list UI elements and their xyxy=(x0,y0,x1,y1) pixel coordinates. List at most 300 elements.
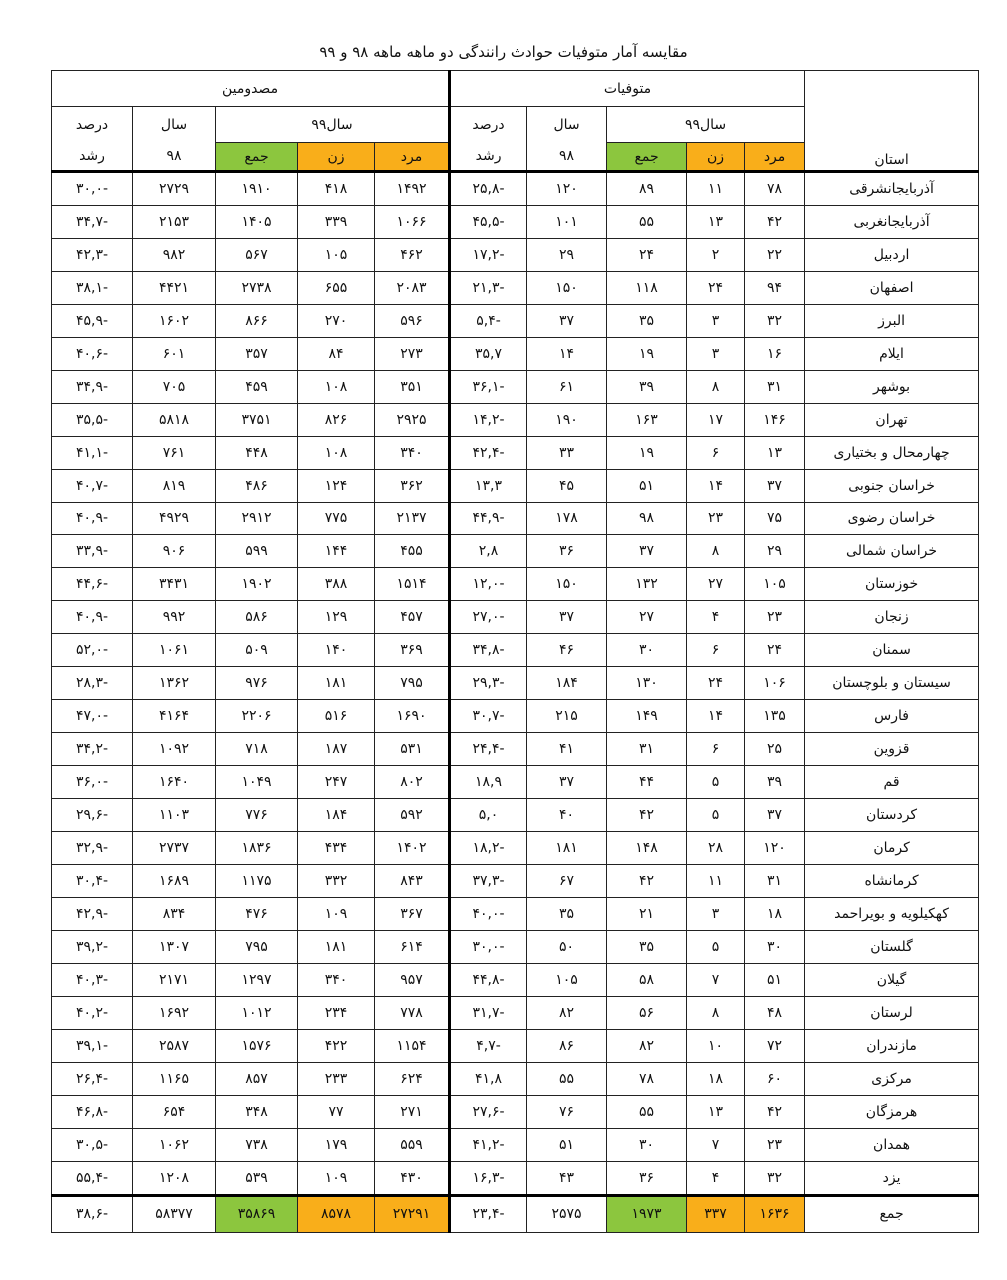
injured-sum-cell: ۱۱۷۵ xyxy=(216,864,298,897)
deaths-growth-cell: -۴,۷ xyxy=(450,1029,527,1062)
injured-98-cell: ۱۰۹۲ xyxy=(133,733,216,766)
injured-growth-cell: -۳۳,۹ xyxy=(52,535,133,568)
table-row xyxy=(52,799,979,832)
injured-sum-cell: ۴۵۹ xyxy=(216,370,298,403)
injured-98-cell: ۱۶۰۲ xyxy=(133,304,216,337)
deaths-female-cell: ۳ xyxy=(687,304,745,337)
injured-growth-cell: -۴۰,۳ xyxy=(52,963,133,996)
injured-male-cell: ۷۷۸ xyxy=(375,996,450,1029)
province-cell: کرمانشاه xyxy=(805,864,979,897)
province-cell: هرمزگان xyxy=(805,1095,979,1128)
injured-98-cell: ۸۳۴ xyxy=(133,897,216,930)
injured-growth-cell: -۴۷,۰ xyxy=(52,700,133,733)
deaths-sum-cell: ۱۴۸ xyxy=(607,832,687,865)
injured-male-cell: ۳۶۹ xyxy=(375,634,450,667)
injured-98-cell: ۱۱۶۵ xyxy=(133,1062,216,1095)
table-row xyxy=(52,171,979,205)
deaths-female-cell: ۴ xyxy=(687,1161,745,1195)
deaths-sum-cell: ۴۲ xyxy=(607,864,687,897)
province-cell: آذربایجانشرقی xyxy=(805,171,979,205)
deaths-growth-cell: -۴۱,۲ xyxy=(450,1128,527,1161)
deaths-female-cell: ۱۷ xyxy=(687,403,745,436)
injured-98-cell: ۹۰۶ xyxy=(133,535,216,568)
injured-growth-cell: -۲۸,۳ xyxy=(52,667,133,700)
injured-sum-cell: ۳۴۸ xyxy=(216,1095,298,1128)
injured-98-cell: ۱۶۴۰ xyxy=(133,766,216,799)
deaths-male-cell: ۴۲ xyxy=(745,205,805,238)
deaths-sum-cell: ۳۷ xyxy=(607,535,687,568)
injured-female-cell: ۱۸۱ xyxy=(298,930,375,963)
deaths-sum-cell: ۷۸ xyxy=(607,1062,687,1095)
province-cell: خراسان شمالی xyxy=(805,535,979,568)
table-row xyxy=(52,337,979,370)
deaths-98-cell: ۵۰ xyxy=(527,930,607,963)
deaths-female-cell: ۲۳ xyxy=(687,502,745,535)
injured-female-cell: ۱۰۹ xyxy=(298,1161,375,1195)
injured-female-cell: ۴۱۸ xyxy=(298,171,375,205)
deaths-growth-cell: -۱۶,۳ xyxy=(450,1161,527,1195)
deaths-female-cell: ۵ xyxy=(687,930,745,963)
deaths-female-cell: ۸ xyxy=(687,535,745,568)
injured-98-cell: ۷۰۵ xyxy=(133,370,216,403)
injured-male-cell: ۹۵۷ xyxy=(375,963,450,996)
injured-female-cell: ۱۰۹ xyxy=(298,897,375,930)
injured-male-cell: ۱۰۶۶ xyxy=(375,205,450,238)
table-row xyxy=(52,304,979,337)
deaths-female-cell: ۱۱ xyxy=(687,171,745,205)
injured-sum-cell: ۴۴۸ xyxy=(216,436,298,469)
deaths-growth-cell: -۳۰,۷ xyxy=(450,700,527,733)
injured-male-cell: ۱۱۵۴ xyxy=(375,1029,450,1062)
injured-98-cell: ۲۵۸۷ xyxy=(133,1029,216,1062)
injured-header: مصدومین xyxy=(52,71,450,107)
deaths-male-cell: ۳۲ xyxy=(745,304,805,337)
injured-growth-cell: -۳۶,۰ xyxy=(52,766,133,799)
injured-male-cell: ۲۹۲۵ xyxy=(375,403,450,436)
injured-growth-cell: -۲۹,۶ xyxy=(52,799,133,832)
deaths-sum-cell: ۳۹ xyxy=(607,370,687,403)
injured-growth-header: رشد xyxy=(52,143,133,172)
deaths-98-cell: ۱۵۰ xyxy=(527,271,607,304)
injured-growth-cell: -۴۰,۷ xyxy=(52,469,133,502)
province-cell: کهکیلویه و بویراحمد xyxy=(805,897,979,930)
deaths-98-cell: ۸۲ xyxy=(527,996,607,1029)
injured-sum-cell: ۲۲۰۶ xyxy=(216,700,298,733)
injured-female-cell: ۴۲۲ xyxy=(298,1029,375,1062)
injured-male-cell: ۶۲۴ xyxy=(375,1062,450,1095)
deaths-female-cell: ۲ xyxy=(687,238,745,271)
deaths-sum-cell: ۱۴۹ xyxy=(607,700,687,733)
deaths-male-cell: ۳۲ xyxy=(745,1161,805,1195)
deaths-year-header: سال xyxy=(527,107,607,143)
table-row xyxy=(52,601,979,634)
deaths-male-cell: ۳۱ xyxy=(745,864,805,897)
table-row xyxy=(52,502,979,535)
table-row xyxy=(52,864,979,897)
injured-male-cell: ۵۹۶ xyxy=(375,304,450,337)
header-row-1 xyxy=(52,71,979,107)
injured-sum-cell: ۱۵۷۶ xyxy=(216,1029,298,1062)
table-row xyxy=(52,535,979,568)
deaths-sum-cell: ۱۳۰ xyxy=(607,667,687,700)
injured-98-cell: ۱۱۰۳ xyxy=(133,799,216,832)
deaths-sum-cell: ۴۲ xyxy=(607,799,687,832)
injured-growth-cell: -۴۲,۹ xyxy=(52,897,133,930)
injured-98-cell: ۱۰۶۲ xyxy=(133,1128,216,1161)
injured-growth-cell: -۳۴,۷ xyxy=(52,205,133,238)
injured-male-cell: ۲۷۲۹۱ xyxy=(375,1195,450,1232)
province-cell: خراسان جنوبی xyxy=(805,469,979,502)
province-cell: سمنان xyxy=(805,634,979,667)
deaths-98-cell: ۳۶ xyxy=(527,535,607,568)
deaths-98-cell: ۵۵ xyxy=(527,1062,607,1095)
deaths-growth-cell: -۱۷,۲ xyxy=(450,238,527,271)
deaths-growth-cell: -۲۱,۳ xyxy=(450,271,527,304)
injured-male-cell: ۴۵۷ xyxy=(375,601,450,634)
injured-growth-cell: -۳۴,۲ xyxy=(52,733,133,766)
deaths-female-cell: ۱۳ xyxy=(687,205,745,238)
injured-male-cell: ۲۱۳۷ xyxy=(375,502,450,535)
injured-male-cell: ۸۰۲ xyxy=(375,766,450,799)
province-header-cell xyxy=(805,71,979,172)
injured-98-cell: ۵۸۱۸ xyxy=(133,403,216,436)
deaths-female-cell: ۳ xyxy=(687,337,745,370)
deaths-sum-header: جمع xyxy=(607,143,687,172)
injured-98-cell: ۲۱۷۱ xyxy=(133,963,216,996)
deaths-male-cell: ۳۷ xyxy=(745,469,805,502)
deaths-98-cell: ۴۵ xyxy=(527,469,607,502)
province-cell: اردبیل xyxy=(805,238,979,271)
deaths-sum-cell: ۹۸ xyxy=(607,502,687,535)
deaths-female-cell: ۶ xyxy=(687,436,745,469)
deaths-sum-cell: ۱۹ xyxy=(607,337,687,370)
deaths-98-cell: ۵۱ xyxy=(527,1128,607,1161)
province-cell: خوزستان xyxy=(805,568,979,601)
injured-sum-cell: ۴۸۶ xyxy=(216,469,298,502)
deaths-98-cell: ۴۱ xyxy=(527,733,607,766)
deaths-female-cell: ۶ xyxy=(687,733,745,766)
injured-female-cell: ۷۷۵ xyxy=(298,502,375,535)
deaths-male-cell: ۲۳ xyxy=(745,601,805,634)
province-cell: بوشهر xyxy=(805,370,979,403)
deaths-98-cell: ۱۴ xyxy=(527,337,607,370)
injured-male-cell: ۳۵۱ xyxy=(375,370,450,403)
injured-sum-cell: ۱۹۱۰ xyxy=(216,171,298,205)
deaths-female-cell: ۵ xyxy=(687,766,745,799)
injured-growth-cell: -۲۶,۴ xyxy=(52,1062,133,1095)
injured-growth-cell: -۴۱,۱ xyxy=(52,436,133,469)
injured-female-cell: ۸۴ xyxy=(298,337,375,370)
injured-female-cell: ۱۴۰ xyxy=(298,634,375,667)
injured-98-cell: ۹۹۲ xyxy=(133,601,216,634)
injured-sum-cell: ۸۵۷ xyxy=(216,1062,298,1095)
injured-female-cell: ۸۵۷۸ xyxy=(298,1195,375,1232)
injured-female-cell: ۳۴۰ xyxy=(298,963,375,996)
injured-sum-cell: ۷۱۸ xyxy=(216,733,298,766)
deaths-growth-cell: -۳۱,۷ xyxy=(450,996,527,1029)
deaths-female-cell: ۱۳ xyxy=(687,1095,745,1128)
table-row xyxy=(52,271,979,304)
deaths-growth-cell: -۴۲,۴ xyxy=(450,436,527,469)
injured-98-cell: ۱۳۰۷ xyxy=(133,930,216,963)
deaths-98-cell: ۳۵ xyxy=(527,897,607,930)
deaths-98-cell: ۲۵۷۵ xyxy=(527,1195,607,1232)
deaths-female-cell: ۶ xyxy=(687,634,745,667)
deaths-male-cell: ۱۸ xyxy=(745,897,805,930)
injured-98-cell: ۱۶۸۹ xyxy=(133,864,216,897)
injured-growth-cell: -۳۸,۶ xyxy=(52,1195,133,1232)
deaths-female-cell: ۲۸ xyxy=(687,832,745,865)
injured-male-cell: ۸۴۳ xyxy=(375,864,450,897)
injured-female-cell: ۱۸۷ xyxy=(298,733,375,766)
injured-sum-cell: ۱۰۴۹ xyxy=(216,766,298,799)
injured-sum-cell: ۷۷۶ xyxy=(216,799,298,832)
injured-growth-cell: -۴۰,۲ xyxy=(52,996,133,1029)
deaths-growth-cell: ۱۳,۳ xyxy=(450,469,527,502)
province-cell: قم xyxy=(805,766,979,799)
stats-table xyxy=(51,70,979,1233)
injured-growth-cell: -۳۰,۵ xyxy=(52,1128,133,1161)
injured-female-cell: ۱۸۱ xyxy=(298,667,375,700)
deaths-sum-cell: ۵۱ xyxy=(607,469,687,502)
injured-growth-cell: -۳۰,۰ xyxy=(52,171,133,205)
injured-sum-cell: ۸۶۶ xyxy=(216,304,298,337)
injured-98-cell: ۴۹۲۹ xyxy=(133,502,216,535)
injured-year99-header: سال۹۹ xyxy=(216,107,450,143)
deaths-98-cell: ۳۷ xyxy=(527,601,607,634)
injured-98-cell: ۹۸۲ xyxy=(133,238,216,271)
injured-female-cell: ۱۷۹ xyxy=(298,1128,375,1161)
table-row xyxy=(52,1161,979,1195)
injured-98-cell: ۴۱۶۴ xyxy=(133,700,216,733)
deaths-male-cell: ۲۲ xyxy=(745,238,805,271)
injured-growth-cell: -۳۹,۲ xyxy=(52,930,133,963)
deaths-sum-cell: ۳۶ xyxy=(607,1161,687,1195)
deaths-male-cell: ۲۳ xyxy=(745,1128,805,1161)
injured-sum-cell: ۵۳۹ xyxy=(216,1161,298,1195)
deaths-male-cell: ۱۶۳۶ xyxy=(745,1195,805,1232)
deaths-98-cell: ۱۰۱ xyxy=(527,205,607,238)
deaths-growth-cell: -۳۴,۸ xyxy=(450,634,527,667)
injured-male-cell: ۴۶۲ xyxy=(375,238,450,271)
injured-male-cell: ۲۰۸۳ xyxy=(375,271,450,304)
injured-male-cell: ۷۹۵ xyxy=(375,667,450,700)
province-header: استان xyxy=(874,151,909,168)
deaths-male-cell: ۱۰۶ xyxy=(745,667,805,700)
deaths-female-cell: ۷ xyxy=(687,963,745,996)
injured-male-cell: ۲۷۱ xyxy=(375,1095,450,1128)
injured-98-cell: ۱۰۶۱ xyxy=(133,634,216,667)
deaths-sum-cell: ۲۷ xyxy=(607,601,687,634)
deaths-year99-header: سال۹۹ xyxy=(607,107,805,143)
injured-female-header: زن xyxy=(298,143,375,172)
province-cell: کردستان xyxy=(805,799,979,832)
deaths-growth-cell: ۵,۰ xyxy=(450,799,527,832)
deaths-sum-cell: ۵۵ xyxy=(607,205,687,238)
deaths-female-cell: ۵ xyxy=(687,799,745,832)
province-cell: جمع xyxy=(805,1195,979,1232)
deaths-98-cell: ۱۵۰ xyxy=(527,568,607,601)
injured-male-cell: ۱۴۰۲ xyxy=(375,832,450,865)
injured-female-cell: ۲۷۰ xyxy=(298,304,375,337)
total-row xyxy=(52,1195,979,1232)
province-cell: زنجان xyxy=(805,601,979,634)
deaths-male-cell: ۲۵ xyxy=(745,733,805,766)
injured-growth-cell: -۳۹,۱ xyxy=(52,1029,133,1062)
table-row xyxy=(52,1062,979,1095)
deaths-sum-cell: ۱۳۲ xyxy=(607,568,687,601)
table-row xyxy=(52,469,979,502)
injured-male-cell: ۵۹۲ xyxy=(375,799,450,832)
deaths-98-cell: ۱۰۵ xyxy=(527,963,607,996)
injured-sum-cell: ۳۵۸۶۹ xyxy=(216,1195,298,1232)
deaths-growth-cell: ۳۵,۷ xyxy=(450,337,527,370)
deaths-sum-cell: ۵۵ xyxy=(607,1095,687,1128)
province-cell: مرکزی xyxy=(805,1062,979,1095)
injured-98-cell: ۶۵۴ xyxy=(133,1095,216,1128)
table-row xyxy=(52,700,979,733)
injured-female-cell: ۱۰۸ xyxy=(298,370,375,403)
table-row xyxy=(52,996,979,1029)
deaths-98-cell: ۴۶ xyxy=(527,634,607,667)
deaths-growth-cell: -۱۴,۲ xyxy=(450,403,527,436)
deaths-growth-cell: -۴۴,۸ xyxy=(450,963,527,996)
injured-male-cell: ۱۵۱۴ xyxy=(375,568,450,601)
injured-98-cell: ۶۰۱ xyxy=(133,337,216,370)
injured-98-cell: ۲۱۵۳ xyxy=(133,205,216,238)
injured-female-cell: ۱۲۴ xyxy=(298,469,375,502)
province-cell: ایلام xyxy=(805,337,979,370)
deaths-98-cell: ۱۷۸ xyxy=(527,502,607,535)
deaths-98-cell: ۸۶ xyxy=(527,1029,607,1062)
deaths-growth-cell: -۲۷,۶ xyxy=(450,1095,527,1128)
injured-year-header: سال xyxy=(133,107,216,143)
injured-growth-cell: -۳۲,۹ xyxy=(52,832,133,865)
table-row xyxy=(52,436,979,469)
injured-male-cell: ۳۶۷ xyxy=(375,897,450,930)
injured-female-cell: ۳۳۲ xyxy=(298,864,375,897)
deaths-sum-cell: ۸۲ xyxy=(607,1029,687,1062)
table-row xyxy=(52,963,979,996)
province-cell: اصفهان xyxy=(805,271,979,304)
deaths-male-cell: ۹۴ xyxy=(745,271,805,304)
deaths-female-cell: ۱۴ xyxy=(687,700,745,733)
deaths-male-cell: ۱۴۶ xyxy=(745,403,805,436)
injured-98-cell: ۵۸۳۷۷ xyxy=(133,1195,216,1232)
province-cell: تهران xyxy=(805,403,979,436)
injured-sum-cell: ۴۷۶ xyxy=(216,897,298,930)
deaths-sum-cell: ۵۸ xyxy=(607,963,687,996)
injured-98-cell: ۷۶۱ xyxy=(133,436,216,469)
injured-growth-cell: -۳۵,۵ xyxy=(52,403,133,436)
deaths-male-cell: ۵۱ xyxy=(745,963,805,996)
injured-sum-cell: ۲۷۳۸ xyxy=(216,271,298,304)
injured-sum-cell: ۹۷۶ xyxy=(216,667,298,700)
injured-male-cell: ۴۵۵ xyxy=(375,535,450,568)
deaths-98-cell: ۳۷ xyxy=(527,766,607,799)
table-row xyxy=(52,897,979,930)
deaths-sum-cell: ۱۹۷۳ xyxy=(607,1195,687,1232)
province-cell: آذربایجانغربی xyxy=(805,205,979,238)
deaths-sum-cell: ۳۰ xyxy=(607,1128,687,1161)
injured-female-cell: ۴۳۴ xyxy=(298,832,375,865)
injured-male-cell: ۲۷۳ xyxy=(375,337,450,370)
deaths-98-cell: ۱۸۱ xyxy=(527,832,607,865)
deaths-male-cell: ۶۰ xyxy=(745,1062,805,1095)
deaths-male-cell: ۳۰ xyxy=(745,930,805,963)
deaths-sum-cell: ۱۶۳ xyxy=(607,403,687,436)
deaths-male-cell: ۲۴ xyxy=(745,634,805,667)
table-row xyxy=(52,568,979,601)
deaths-female-cell: ۲۴ xyxy=(687,667,745,700)
deaths-growth-cell: -۲۷,۰ xyxy=(450,601,527,634)
deaths-growth-cell: -۴۰,۰ xyxy=(450,897,527,930)
deaths-sum-cell: ۳۰ xyxy=(607,634,687,667)
deaths-header: متوفیات xyxy=(450,71,805,107)
deaths-sum-cell: ۲۱ xyxy=(607,897,687,930)
deaths-growth-cell: -۲۳,۴ xyxy=(450,1195,527,1232)
deaths-growth-cell: -۱۲,۰ xyxy=(450,568,527,601)
deaths-growth-cell: ۲,۸ xyxy=(450,535,527,568)
deaths-sum-cell: ۳۵ xyxy=(607,304,687,337)
injured-male-cell: ۵۳۱ xyxy=(375,733,450,766)
injured-growth-cell: -۳۰,۴ xyxy=(52,864,133,897)
injured-growth-cell: -۴۰,۶ xyxy=(52,337,133,370)
injured-growth-cell: -۴۴,۶ xyxy=(52,568,133,601)
deaths-98-cell: ۲۹ xyxy=(527,238,607,271)
deaths-female-cell: ۸ xyxy=(687,370,745,403)
table-row xyxy=(52,370,979,403)
deaths-male-cell: ۱۰۵ xyxy=(745,568,805,601)
deaths-sum-cell: ۱۹ xyxy=(607,436,687,469)
deaths-female-cell: ۲۷ xyxy=(687,568,745,601)
deaths-male-cell: ۷۸ xyxy=(745,171,805,205)
injured-growth-cell: -۴۶,۸ xyxy=(52,1095,133,1128)
deaths-female-cell: ۴ xyxy=(687,601,745,634)
deaths-growth-cell: -۳۶,۱ xyxy=(450,370,527,403)
injured-sum-cell: ۵۶۷ xyxy=(216,238,298,271)
injured-female-cell: ۲۳۳ xyxy=(298,1062,375,1095)
table-row xyxy=(52,205,979,238)
deaths-male-cell: ۱۳ xyxy=(745,436,805,469)
province-cell: قزوین xyxy=(805,733,979,766)
injured-sum-cell: ۷۳۸ xyxy=(216,1128,298,1161)
injured-female-cell: ۱۰۵ xyxy=(298,238,375,271)
injured-sum-cell: ۱۲۹۷ xyxy=(216,963,298,996)
deaths-98-cell: ۱۲۰ xyxy=(527,171,607,205)
deaths-98-cell: ۶۱ xyxy=(527,370,607,403)
injured-growth-cell: -۵۲,۰ xyxy=(52,634,133,667)
injured-female-cell: ۲۳۴ xyxy=(298,996,375,1029)
deaths-male-cell: ۳۷ xyxy=(745,799,805,832)
injured-98-cell: ۴۴۲۱ xyxy=(133,271,216,304)
deaths-male-header: مرد xyxy=(745,143,805,172)
deaths-sum-cell: ۲۴ xyxy=(607,238,687,271)
table-row xyxy=(52,832,979,865)
deaths-98-cell: ۱۸۴ xyxy=(527,667,607,700)
deaths-male-cell: ۴۸ xyxy=(745,996,805,1029)
province-cell: همدان xyxy=(805,1128,979,1161)
deaths-male-cell: ۳۱ xyxy=(745,370,805,403)
table-row xyxy=(52,238,979,271)
table-row xyxy=(52,930,979,963)
injured-growth-cell: -۴۰,۹ xyxy=(52,502,133,535)
injured-growth-cell: -۳۴,۹ xyxy=(52,370,133,403)
injured-growth-cell: -۵۵,۴ xyxy=(52,1161,133,1195)
injured-growth-cell: -۳۸,۱ xyxy=(52,271,133,304)
deaths-98-cell: ۶۷ xyxy=(527,864,607,897)
table-row xyxy=(52,733,979,766)
